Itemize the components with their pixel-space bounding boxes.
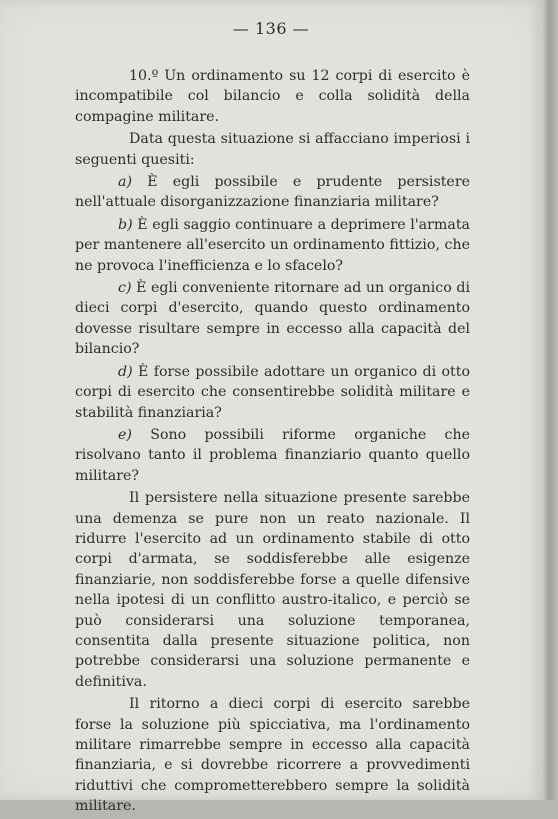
paragraph-intro-questions: [75, 129, 470, 170]
question-text: Sono possibili riforme organiche che risolvano tanto il problema finanziario quanto quello militare?: [75, 426, 470, 484]
question-text: È egli saggio continuare a deprimere l'armata per mantenere all'esercito un ordinamento fittizio, che ne provoca l'inefficienza e lo sfacelo?: [75, 216, 470, 274]
paragraph-point-10: [75, 66, 470, 127]
question-e: [75, 425, 470, 486]
question-d: [75, 362, 470, 423]
paragraph-text: Data questa situazione si affacciano imperiosi i seguenti quesiti:: [75, 131, 470, 168]
page-number: — 136 —: [232, 19, 310, 38]
question-text: È forse possibile adottare un organico di otto corpi di esercito che consentirebbe solidità militare e stabilità finanziaria?: [75, 363, 470, 421]
paragraph-text: Il ritorno a dieci corpi di esercito sarebbe forse la soluzione più spicciativa, ma l'ordinamento militare rimarrebbe sempre in eccesso alla capacità finanziaria, e si dovrebbe ricorrere a provvedimenti riduttivi che comprometterebbero sempre la solidità militare.: [75, 696, 470, 815]
question-marker: d): [118, 363, 133, 380]
paragraph-text: Il persistere nella situazione presente sarebbe una demenza se pure non un reato nazionale. Il ridurre l'esercito ad un ordinamento stabile di otto corpi d'armata, se soddisferebbe alle esigenze finanziarie, non soddisferebbe forse a quelle difensive nella ipotesi di un conflitto austro-italico, e perciò se può considerarsi una soluzione temporanea, consentita dalla presente situazione politica, non potrebbe considerarsi una soluzione permanente e definitiva.: [75, 490, 470, 690]
page-body: [75, 66, 470, 819]
paragraph-text: 10.º Un ordinamento su 12 corpi di esercito è incompatibile col bilancio e colla solidità della compagine militare.: [75, 68, 470, 125]
page-edge: [542, 0, 558, 800]
paragraph-conclusion: [75, 694, 470, 816]
question-marker: e): [118, 426, 132, 443]
paragraph-analysis: [75, 488, 470, 692]
question-marker: c): [118, 280, 132, 297]
question-text: È egli conveniente ritornare ad un organico di dieci corpi d'esercito, quando questo ordinamento dovesse risultare sempre in eccesso alla capacità del bilancio?: [75, 280, 470, 358]
question-a: [75, 172, 470, 213]
question-marker: b): [118, 216, 133, 233]
question-b: [75, 215, 470, 276]
question-c: [75, 278, 470, 360]
question-marker: a): [118, 174, 132, 191]
question-text: È egli possibile e prudente persistere nell'attuale disorganizzazione finanziaria militare?: [75, 174, 471, 211]
